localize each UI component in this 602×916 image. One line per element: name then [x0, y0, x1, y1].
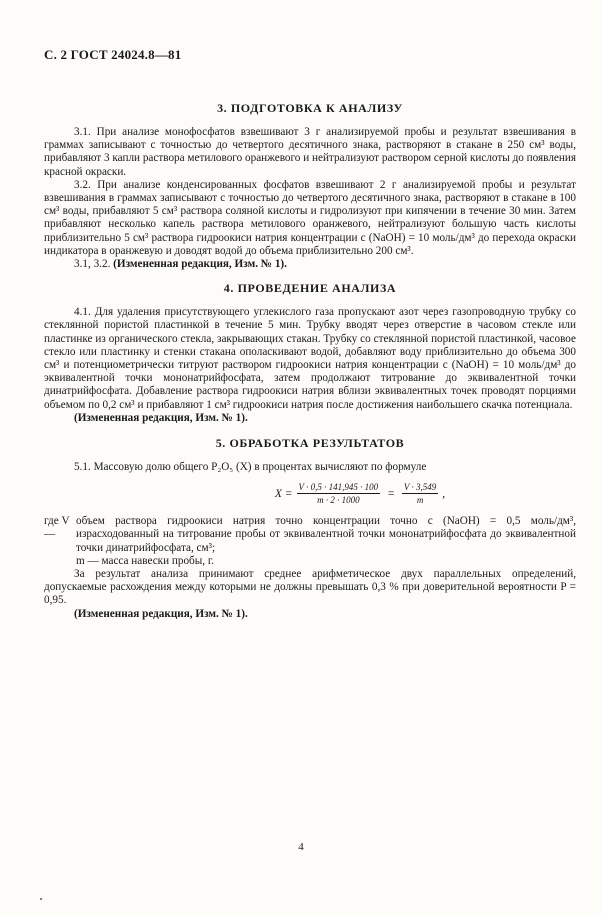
formula-tail: ,	[442, 487, 446, 500]
paragraph-5-1: 5.1. Массовую долю общего P₂O₅ (X) в процентах вычисляют по формуле	[74, 461, 427, 474]
scan-dot	[40, 898, 42, 900]
formula-fraction-2	[402, 482, 438, 505]
section-4-title: 4. ПРОВЕДЕНИЕ АНАЛИЗА	[223, 281, 397, 296]
note-prefix: 3.1, 3.2.	[74, 258, 111, 271]
paragraph-5-2: За результат анализа принимают среднее арифметическое двух параллельных определений, допускаемые расхождения между которыми не должны превышать 0,3 % при доверительной вероятности P = 0,95.	[44, 568, 576, 607]
page-header: С. 2 ГОСТ 24024.8—81	[44, 47, 182, 62]
formula-equals: =	[387, 487, 395, 500]
formula-lhs: X =	[274, 487, 293, 500]
section-5-title: 5. ОБРАБОТКА РЕЗУЛЬТАТОВ	[215, 436, 405, 451]
section-5-note: (Измененная редакция, Изм. № 1).	[74, 607, 248, 620]
formula-fraction-1	[297, 482, 381, 505]
formula-numerator-2: V · 3,549	[403, 482, 437, 493]
section-3-title: 3. ПОДГОТОВКА К АНАЛИЗУ	[217, 101, 403, 115]
legend-v-label: где V —	[44, 515, 70, 541]
formula-denominator-2: m	[416, 495, 424, 506]
formula	[144, 482, 576, 505]
page-number: 4	[298, 841, 304, 853]
paragraph-3-2: 3.2. При анализе конденсированных фосфатов взвешивают 2 г анализируемой пробы и результат взвешивания в граммах записывают с точностью до четвертого десятичного знака, растворяют в стакане в 100 см³ воды, прибавляют 5 см³ раствора соляной кислоты и гидролизуют при кипячении в течение 30 мин. Затем прибавляют несколько капель раствора метилового оранжевого, нейтрализуют большую часть кислоты приблизительно 5 см³ раствора гидроокиси натрия концентрации c (NaOH) = 10 моль/дм³ до перехода окраски индикатора в оранжевую и доводят водой до объема приблизительно 200 см³.	[44, 178, 576, 257]
legend-v-text: объем раствора гидроокиси натрия точно концентрации точно c (NaOH) = 0,5 моль/дм³, израсходованный на титрование пробы от эквивалентной точки мононатрийфосфата до эквивалентной точки динатрийфосфата, см³;	[76, 515, 576, 554]
revision-note: (Измененная редакция, Изм. № 1).	[113, 258, 287, 271]
formula-denominator-1: m · 2 · 1000	[317, 495, 360, 506]
paragraph-4-1: 4.1. Для удаления присутствующего углекислого газа пропускают азот через газопроводную трубку со стеклянной пористой пластинкой в течение 5 мин. Трубку вводят через отверстие в часовом стекле или пластинке из органического стекла, закрывающих стакан. Трубку со стеклянной пористой пластинкой, часовое стекло или пластинку и стенки стакана ополаскивают водой, добавляют воду приблизительно до объема 300 см³ и потенциометрически титруют раствором гидроокиси натрия концентрации c (NaOH) = 10 моль/дм³ до эквивалентной точки мононатрийфосфата, затем продолжают титрование до эквивалентной точки динатрийфосфата. Добавление раствора гидроокиси натрия вблизи эквивалентных точек проводят порциями объемом по 0,2 см³ и прибавляют 1 см³ гидроокиси натрия после достижения наибольшего скачка потенциала.	[44, 306, 576, 411]
section-3-note	[44, 258, 576, 271]
formula-legend	[44, 515, 576, 568]
paragraph-3-1: 3.1. При анализе монофосфатов взвешивают 3 г анализируемой пробы и результат взвешивания в граммах записывают с точностью до четвертого десятичного знака, растворяют в стакане в 250 см³ воды, прибавляют 3 капли раствора метилового оранжевого и нейтрализуют раствором серной кислоты до появления красной окраски.	[44, 126, 576, 178]
document-body	[44, 101, 576, 621]
formula-numerator-1: V · 0,5 · 141,945 · 100	[298, 482, 379, 493]
section-4-note: (Измененная редакция, Изм. № 1).	[74, 411, 248, 424]
legend-v	[44, 515, 576, 555]
legend-m: m — масса навески пробы, г.	[76, 554, 214, 567]
